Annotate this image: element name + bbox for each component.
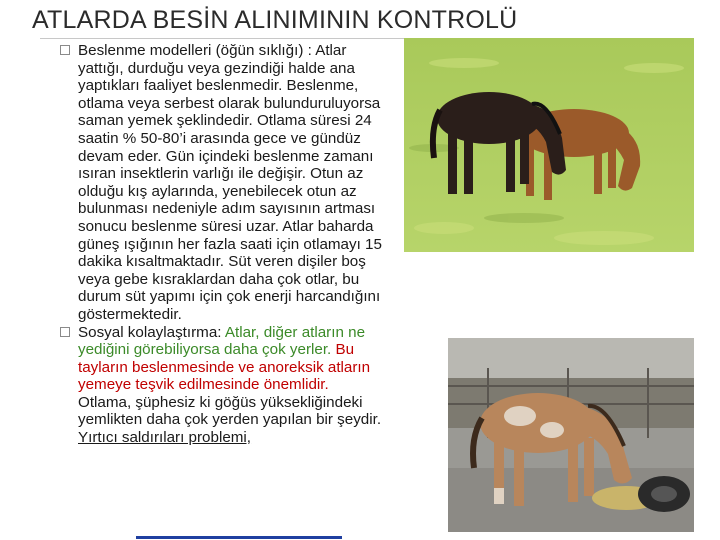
bullet-lead: Sosyal kolaylaştırma:: [78, 323, 225, 341]
slide-title: ATLARDA BESİN ALINIMININ KONTROLÜ: [32, 6, 518, 34]
bullet-list: [60, 42, 386, 447]
hyperlink-underline-bar: [136, 536, 342, 539]
bullet-feeding-patterns: [60, 42, 386, 324]
bullet-green-text: Atlar, diğer atların ne yediğini görebiliyorsa daha çok yerler.: [78, 323, 366, 359]
bullet-box-icon: [60, 327, 70, 337]
bullet-text: Beslenme modelleri (öğün sıklığı) : Atlar yattığı, durduğu veya gezindiği halde ana yaptıkları faaliyet beslenmedir. Beslenme, otlama veya serbest olarak bulunduruluyorsa saman yemek şeklindedir. Otlama süresi 24 saatin % 50-80’i arasında gece ve gündüz devam eder. Gün içindeki beslenme zamanı ısıran insektlerin varlığı ile değişir. Otun az olduğu kış aylarında, yenebilecek otun az bulunması nedeniyle adım sayısının artması sonucu beslenme süresi uzar. Atlar baharda güneş ışığının her fazla saati için otlamayı 15 dakika kısaltmaktadır. Süt veren dişiler boş veya gebe kısraklardan daha çok otlar, bu durum süt yapımı için çok enerji harcandığını göstermektedir.: [78, 42, 382, 323]
grazing-horses-photo: [404, 38, 694, 252]
bullet-social-facilitation: [60, 324, 386, 447]
bullet-underlined-text: Yırtıcı saldırıları problemi,: [78, 429, 252, 447]
bullet-rest-text: Otlama, şüphesiz ki göğüs yüksekliğindeki yemlikten daha çok yerden yapılan bir şeydir.: [78, 393, 382, 429]
bullet-red-text: Bu tayların beslenmesinde ve anoreksik atların yemeye teşvik edilmesinde önemlidir.: [78, 341, 371, 394]
horse-eating-hay-photo: [448, 338, 694, 532]
bullet-box-icon: [60, 45, 70, 55]
